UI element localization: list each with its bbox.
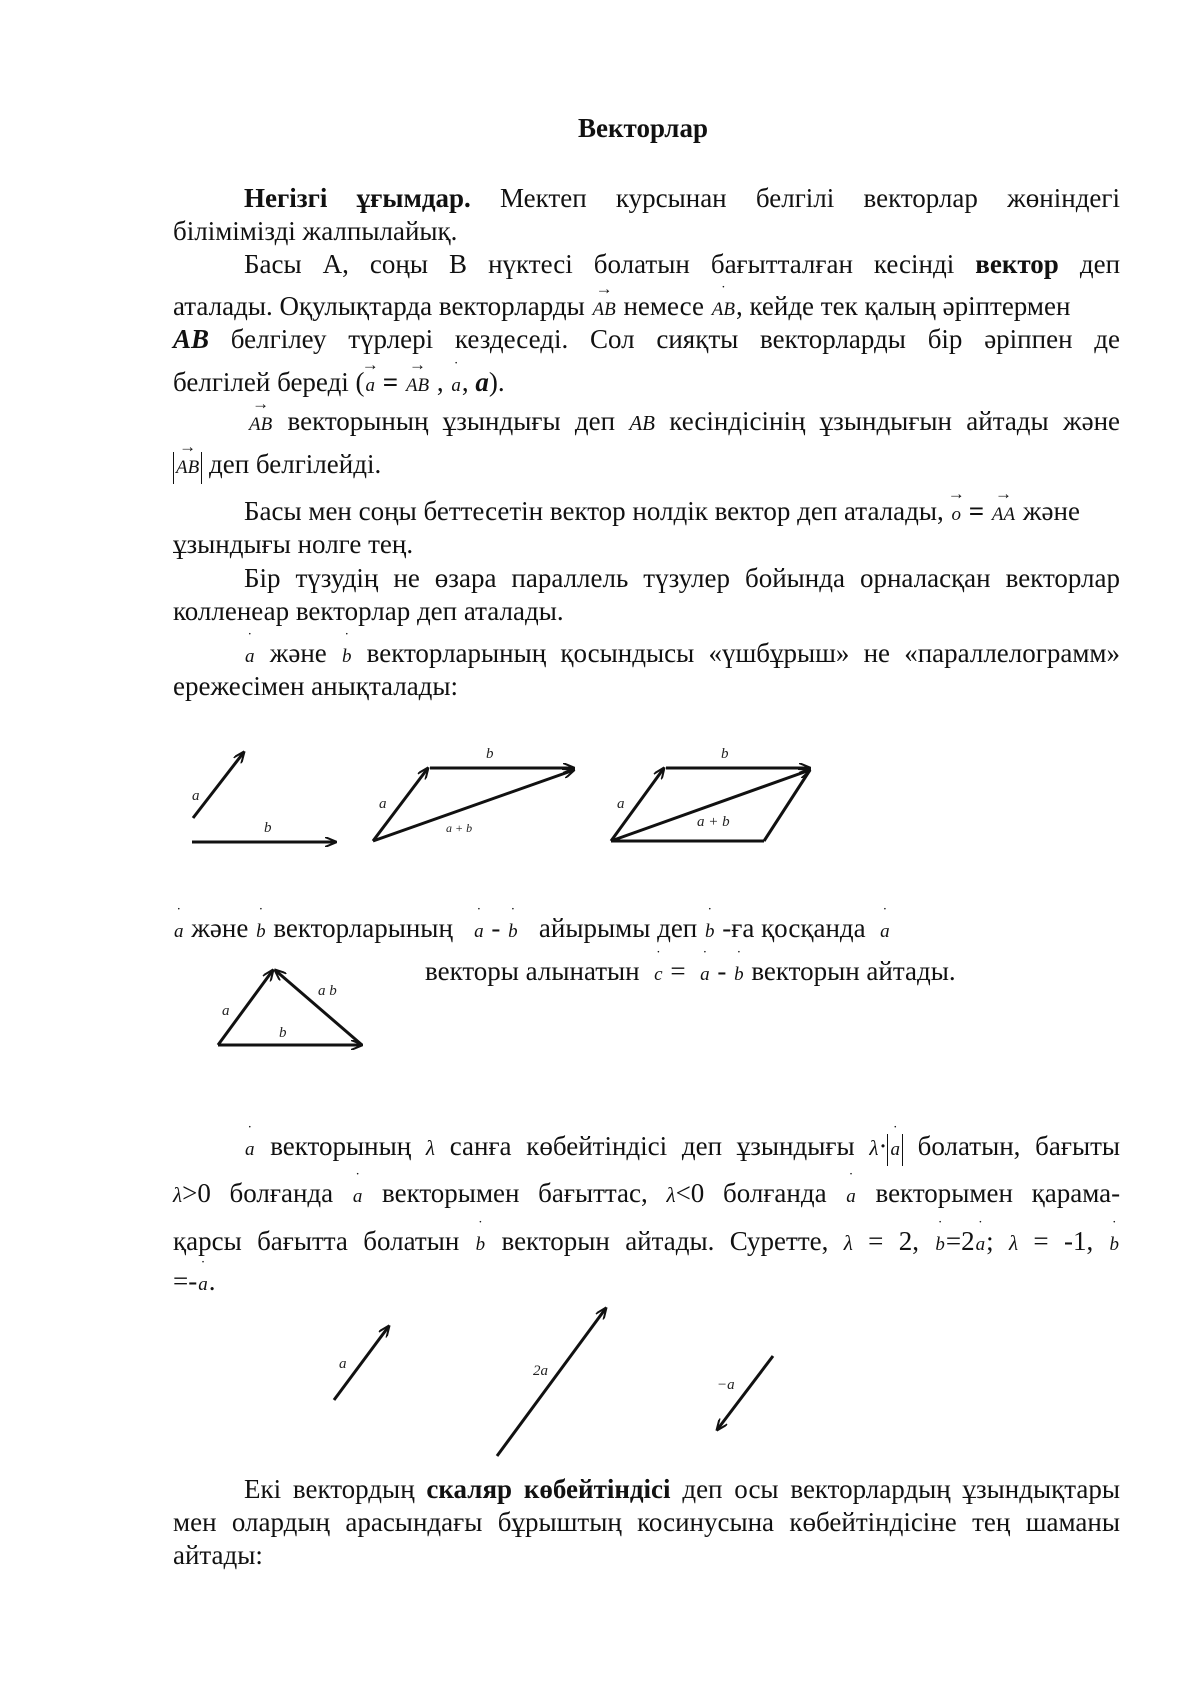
paragraph-collinear: Бір түзудің не өзара параллель түзулер бойында орналасқан векторлар	[244, 563, 1120, 593]
vector-2a-arrow	[497, 1308, 606, 1456]
label-b: b	[721, 746, 729, 762]
parallelogram-side	[764, 770, 810, 841]
vector-neg-a-arrow	[717, 1356, 773, 1430]
paragraph-vector-definition: Басы А, соңы В нүктесі болатын бағытталған кесінді вектор деп	[244, 249, 1121, 279]
paragraph-text: білімімізді жалпылайық.	[173, 216, 458, 246]
vector-a-arrow	[193, 752, 244, 818]
paragraph-zero-vector: Басы мен соңы беттесетін вектор нолдік вектор деп аталады, → o = → AA және	[244, 495, 1080, 531]
label-sum: a + b	[697, 814, 730, 830]
paragraph-text: колленеар векторлар деп аталады.	[173, 596, 564, 626]
parallelogram-sum-arrow	[611, 770, 810, 841]
paragraph-text: AB белгілеу түрлері кездеседі. Сол сияқты векторларды бір әріппен де	[173, 324, 1120, 354]
paragraph-text: қарсы бағытта болатын ˙ b векторын айтады. Суретте, λ = 2, ˙ b=2˙ a; λ = -1, ˙ b	[173, 1225, 1120, 1261]
label-b: b	[279, 1025, 287, 1041]
paragraph-text: айтады:	[173, 1540, 263, 1570]
paragraph-vector-length: → AB векторының ұзындығы деп AB кесіндісінің ұзындығын айтады және	[248, 405, 1120, 441]
label-difference: a b	[318, 983, 337, 999]
label-a: a	[617, 796, 625, 812]
paragraph-text: мен олардың арасындағы бұрыштың косинусына көбейтіндісіне тең шаманы	[173, 1507, 1120, 1537]
paragraph-vector-sum: ˙ a және ˙ b векторларының қосындысы «үшбұрыш» не «параллелограмм»	[244, 637, 1120, 673]
paragraph-text: λ>0 болғанда ˙ a векторымен бағыттас, λ<0 болғанда ˙ a векторымен қарама-	[173, 1177, 1120, 1213]
paragraph-text: аталады. Оқулықтарда векторларды → AB немесе ˙ AB, кейде тек қалың әріптермен	[173, 290, 1070, 326]
label-neg-a: −a	[717, 1377, 735, 1393]
label-b: b	[486, 746, 494, 762]
paragraph-text: ұзындығы нолге тең.	[173, 529, 414, 559]
paragraph-scalar-product: Екі вектордың скаляр көбейтіндісі деп осы векторлардың ұзындықтары	[244, 1474, 1120, 1504]
paragraph-text: векторы алынатын ˙ c = ˙ a - ˙ b векторын айтады.	[425, 955, 956, 991]
label-b: b	[264, 820, 272, 836]
label-a: a	[192, 788, 200, 804]
paragraph-text: белгілей береді (→ a = → AB , ˙ a, a).	[173, 366, 505, 402]
paragraph-text: =-˙ a.	[173, 1265, 215, 1301]
paragraph-text: → AB деп белгілейді.	[173, 448, 381, 484]
label-sum: a + b	[446, 821, 473, 835]
paragraph-text: ережесімен анықталады:	[173, 671, 459, 701]
label-2a: 2a	[533, 1363, 548, 1379]
difference-arrow	[275, 970, 362, 1045]
triangle-sum-arrow	[373, 770, 574, 841]
paragraph-basic-concepts: Негізгі ұғымдар. Мектеп курсынан белгілі векторлар жөніндегі	[244, 183, 1120, 213]
label-a: a	[222, 1003, 230, 1019]
paragraph-scalar-multiple: ˙ a векторының λ санға көбейтіндісі деп ұзындығы λ·˙ a болатын, бағыты	[244, 1130, 1120, 1166]
paragraph-vector-difference: ˙ a және ˙ b векторларының ˙ a - ˙ b айырымы деп ˙ b -ға қосқанда ˙ a	[173, 912, 891, 948]
label-a: a	[379, 796, 387, 812]
page-title: Векторлар	[578, 113, 708, 143]
label-a: a	[339, 1356, 347, 1372]
